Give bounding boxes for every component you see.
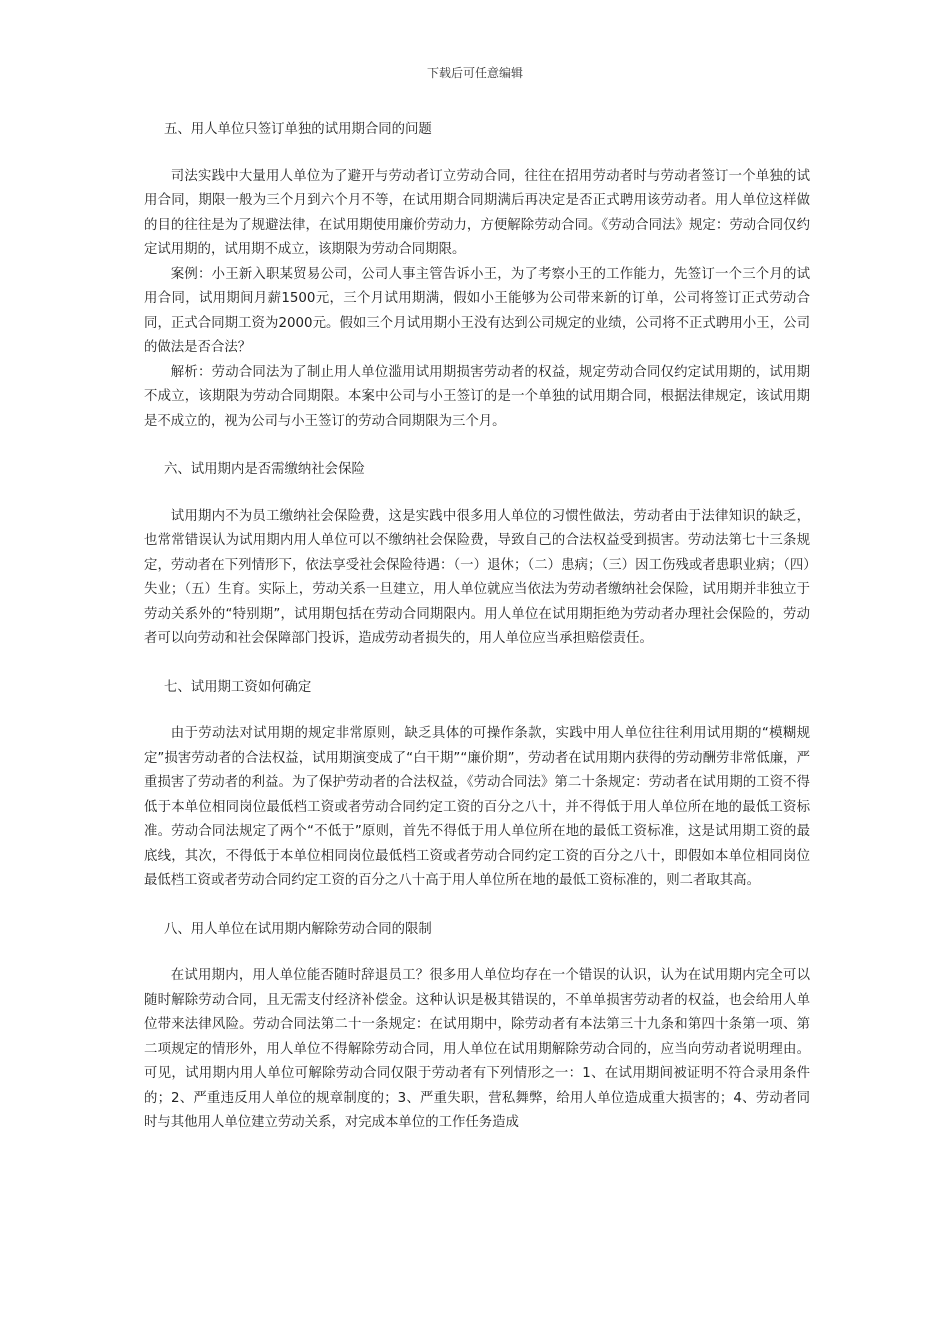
page-header: 下载后可任意编辑: [426, 66, 523, 80]
paragraph: 试用期内不为员工缴纳社会保险费，这是实践中很多用人单位的习惯性做法，劳动者由于法律知识的缺乏，也常常错误认为试用期内用人单位可以不缴纳社会保险费，导致自己的合法权益受到损害。劳动法第七十三条规定，劳动者在下列情形下，依法享受社会保险待遇：（一）退休；（二）患病；（三）因工伤残或者患职业病；（四）失业；（五）生育。实际上，劳动关系一旦建立，用人单位就应当依法为劳动者缴纳社会保险，试用期并非独立于劳动关系外的“特别期”，试用期包括在劳动合同期限内。用人单位在试用期拒绝为劳动者办理社会保险的，劳动者可以向劳动和社会保障部门投诉，造成劳动者损失的，用人单位应当承担赔偿责任。: [144, 508, 810, 646]
paragraph: 由于劳动法对试用期的规定非常原则，缺乏具体的可操作条款，实践中用人单位往往利用试用期的“模糊规定”损害劳动者的合法权益，试用期演变成了“白干期”“廉价期”，劳动者在试用期内获得的劳动酬劳非常低廉，严重损害了劳动者的利益。为了保护劳动者的合法权益，《劳动合同法》第二十条规定：劳动者在试用期的工资不得低于本单位相同岗位最低档工资或者劳动合同约定工资的百分之八十，并不得低于用人单位所在地的最低工资标准。劳动合同法规定了两个“不低于”原则，首先不得低于用人单位所在地的最低工资标准，这是试用期工资的最底线，其次，不得低于本单位相同岗位最低档工资或者劳动合同约定工资的百分之八十，即假如本单位相同岗位最低档工资或者劳动合同约定工资的百分之八十高于用人单位所在地的最低工资标准的，则二者取其高。: [144, 726, 810, 888]
section-7: [144, 676, 810, 918]
section-5: [144, 118, 810, 458]
section-8: [144, 918, 810, 1136]
paragraph: 解析：劳动合同法为了制止用人单位滥用试用期损害劳动者的权益，规定劳动合同仅约定试用期的，试用期不成立，该期限为劳动合同期限。本案中公司与小王签订的是一个单独的试用期合同，根据法律规定，该试用期是不成立的，视为公司与小王签订的劳动合同期限为三个月。: [144, 364, 810, 429]
section-heading: 七、试用期工资如何确定: [164, 679, 312, 695]
document-body: [144, 118, 810, 1136]
paragraph: 司法实践中大量用人单位为了避开与劳动者订立劳动合同，往往在招用劳动者时与劳动者签订一个单独的试用合同，期限一般为三个月到六个月不等，在试用期合同期满后再决定是否正式聘用该劳动者。用人单位这样做的目的往往是为了规避法律，在试用期使用廉价劳动力，方便解除劳动合同。《劳动合同法》规定：劳动合同仅约定试用期的，试用期不成立，该期限为劳动合同期限。: [144, 168, 810, 257]
section-heading: 五、用人单位只签订单独的试用期合同的问题: [164, 122, 432, 137]
section-6: [144, 458, 810, 676]
section-heading: 八、用人单位在试用期内解除劳动合同的限制: [164, 921, 432, 937]
section-heading: 六、试用期内是否需缴纳社会保险: [164, 462, 365, 477]
paragraph: 在试用期内，用人单位能否随时辞退员工？很多用人单位均存在一个错误的认识，认为在试用期内完全可以随时解除劳动合同，且无需支付经济补偿金。这种认识是极其错误的，不单单损害劳动者的权益，也会给用人单位带来法律风险。劳动合同法第二十一条规定：在试用期中，除劳动者有本法第三十九条和第四十条第一项、第二项规定的情形外，用人单位不得解除劳动合同，用人单位在试用期解除劳动合同的，应当向劳动者说明理由。可见，试用期内用人单位可解除劳动合同仅限于劳动者有下列情形之一：1、在试用期间被证明不符合录用条件的；2、严重违反用人单位的规章制度的；3、严重失职，营私舞弊，给用人单位造成重大损害的；4、劳动者同时与其他用人单位建立劳动关系，对完成本单位的工作任务造成: [144, 968, 810, 1130]
paragraph: 案例：小王新入职某贸易公司，公司人事主管告诉小王，为了考察小王的工作能力，先签订一个三个月的试用合同，试用期间月薪1500元，三个月试用期满，假如小王能够为公司带来新的订单，公司将签订正式劳动合同，正式合同期工资为2000元。假如三个月试用期小王没有达到公司规定的业绩，公司将不正式聘用小王，公司的做法是否合法？: [144, 266, 810, 355]
